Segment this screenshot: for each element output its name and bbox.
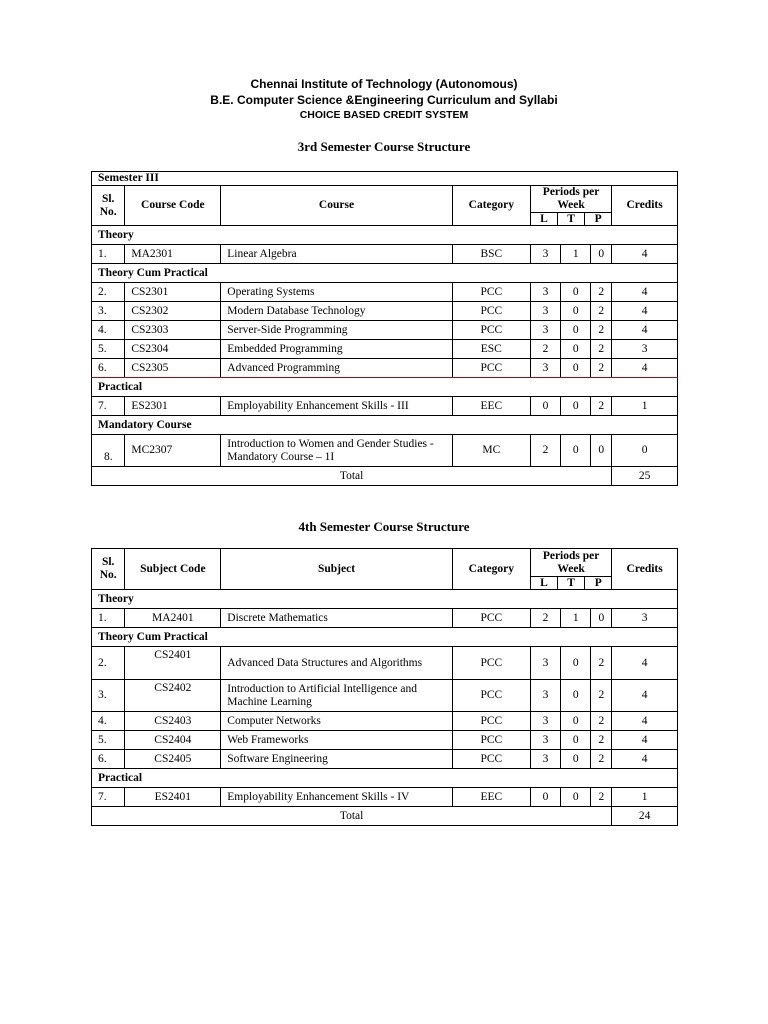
table-row xyxy=(92,609,678,628)
cell-p: 2 xyxy=(591,680,612,712)
col-t: T xyxy=(557,213,584,225)
cell-t: 0 xyxy=(561,321,591,340)
table-row xyxy=(92,435,678,467)
cell-code: CS2404 xyxy=(125,731,221,750)
cell-l: 2 xyxy=(530,435,560,467)
section-practical: Practical xyxy=(92,378,678,397)
cell-category: PCC xyxy=(452,680,530,712)
table-row xyxy=(92,680,678,712)
cell-sl: 6. xyxy=(92,750,125,769)
cell-l: 3 xyxy=(530,245,560,264)
cell-category: PCC xyxy=(452,609,530,628)
col-l: L xyxy=(540,213,548,225)
section-theory: Theory xyxy=(92,590,678,609)
cell-t: 1 xyxy=(561,609,591,628)
cell-code: MC2307 xyxy=(125,435,221,467)
cell-t: 0 xyxy=(561,302,591,321)
cell-category: ESC xyxy=(452,340,530,359)
cell-t: 0 xyxy=(561,340,591,359)
cell-name: Linear Algebra xyxy=(221,245,452,264)
cell-credits: 4 xyxy=(612,731,678,750)
total-credits: 25 xyxy=(612,467,678,486)
cell-p: 2 xyxy=(591,647,612,680)
col-name: Course xyxy=(221,186,452,226)
col-code: Course Code xyxy=(125,186,221,226)
cell-credits: 4 xyxy=(612,321,678,340)
cell-p: 2 xyxy=(591,731,612,750)
cell-code: CS2401 xyxy=(125,647,221,680)
total-row xyxy=(92,807,678,826)
sem3-table xyxy=(91,171,678,486)
cell-p: 2 xyxy=(591,359,612,378)
table-header xyxy=(92,549,678,590)
total-credits: 24 xyxy=(612,807,678,826)
cell-code: CS2402 xyxy=(125,680,221,712)
cell-p: 2 xyxy=(591,340,612,359)
cell-sl: 1. xyxy=(92,609,125,628)
periods-label: Periods per Week xyxy=(542,550,600,575)
cell-code: CS2305 xyxy=(125,359,221,378)
cell-l: 3 xyxy=(530,647,560,680)
cell-p: 2 xyxy=(591,397,612,416)
cell-code: MA2401 xyxy=(125,609,221,628)
cell-name: Modern Database Technology xyxy=(221,302,452,321)
credit-system: CHOICE BASED CREDIT SYSTEM xyxy=(299,109,469,121)
cell-code: CS2303 xyxy=(125,321,221,340)
cell-p: 2 xyxy=(591,302,612,321)
cell-l: 0 xyxy=(530,397,560,416)
cell-t: 0 xyxy=(561,397,591,416)
cell-name: Advanced Data Structures and Algorithms xyxy=(221,647,452,680)
cell-credits: 4 xyxy=(612,680,678,712)
cell-sl: 3. xyxy=(92,302,125,321)
cell-category: PCC xyxy=(452,359,530,378)
cell-name: Introduction to Women and Gender Studies - Mandatory Course – 1I xyxy=(221,435,452,467)
cell-category: PCC xyxy=(452,302,530,321)
cell-sl: 2. xyxy=(92,283,125,302)
cell-sl: 5. xyxy=(92,731,125,750)
cell-l: 3 xyxy=(530,321,560,340)
table-header xyxy=(92,186,678,226)
col-p: P xyxy=(584,213,611,225)
cell-category: PCC xyxy=(452,321,530,340)
section-practical: Practical xyxy=(92,769,678,788)
cell-l: 3 xyxy=(530,750,560,769)
cell-category: PCC xyxy=(452,731,530,750)
cell-l: 0 xyxy=(530,788,560,807)
cell-category: BSC xyxy=(452,245,530,264)
cell-credits: 4 xyxy=(612,647,678,680)
cell-name: Advanced Programming xyxy=(221,359,452,378)
cell-t: 0 xyxy=(561,788,591,807)
cell-l: 2 xyxy=(530,609,560,628)
section-theory-cum-practical: Theory Cum Practical xyxy=(92,628,678,647)
cell-sl: 7. xyxy=(92,788,125,807)
cell-sl: 3. xyxy=(92,680,125,712)
cell-sl: 4. xyxy=(92,712,125,731)
cell-category: EEC xyxy=(452,397,530,416)
sem4-table xyxy=(91,548,678,826)
cell-l: 3 xyxy=(530,283,560,302)
periods-label: Periods per Week xyxy=(542,186,600,211)
cell-sl: 1. xyxy=(92,245,125,264)
table-row xyxy=(92,750,678,769)
cell-t: 0 xyxy=(561,647,591,680)
col-periods xyxy=(530,549,611,590)
table-row xyxy=(92,647,678,680)
cell-t: 0 xyxy=(561,359,591,378)
cell-t: 0 xyxy=(561,283,591,302)
cell-category: PCC xyxy=(452,283,530,302)
cell-credits: 3 xyxy=(612,609,678,628)
table-row xyxy=(92,321,678,340)
cell-l: 3 xyxy=(530,359,560,378)
institute-name: Chennai Institute of Technology (Autonomous) xyxy=(250,77,518,91)
cell-l: 2 xyxy=(530,340,560,359)
cell-code: CS2403 xyxy=(125,712,221,731)
cell-category: PCC xyxy=(452,712,530,731)
table-row xyxy=(92,359,678,378)
col-t: T xyxy=(557,577,584,589)
cell-category: PCC xyxy=(452,750,530,769)
cell-p: 2 xyxy=(591,283,612,302)
col-category: Category xyxy=(452,186,530,226)
cell-name: Employability Enhancement Skills - IV xyxy=(221,788,452,807)
cell-t: 0 xyxy=(561,731,591,750)
col-credits: Credits xyxy=(612,186,678,226)
cell-t: 0 xyxy=(561,435,591,467)
cell-t: 1 xyxy=(561,245,591,264)
cell-credits: 4 xyxy=(612,359,678,378)
cell-p: 0 xyxy=(591,245,612,264)
section-theory-cum-practical: Theory Cum Practical xyxy=(92,264,678,283)
cell-code: CS2301 xyxy=(125,283,221,302)
sem3-title: 3rd Semester Course Structure xyxy=(297,139,471,154)
cell-name: Computer Networks xyxy=(221,712,452,731)
cell-sl: 7. xyxy=(92,397,125,416)
table-row xyxy=(92,731,678,750)
table-row xyxy=(92,712,678,731)
semester-banner: Semester III xyxy=(92,172,678,186)
cell-name: Server-Side Programming xyxy=(221,321,452,340)
col-code: Subject Code xyxy=(125,549,221,590)
cell-sl: 2. xyxy=(92,647,125,680)
total-label: Total xyxy=(92,467,612,486)
cell-name: Introduction to Artificial Intelligence and Machine Learning xyxy=(221,680,452,712)
cell-t: 0 xyxy=(561,750,591,769)
section-mandatory-course: Mandatory Course xyxy=(92,416,678,435)
table-row xyxy=(92,340,678,359)
cell-credits: 4 xyxy=(612,283,678,302)
cell-credits: 1 xyxy=(612,397,678,416)
table-row xyxy=(92,302,678,321)
col-name: Subject xyxy=(221,549,452,590)
col-periods xyxy=(530,186,611,226)
cell-code: ES2301 xyxy=(125,397,221,416)
col-credits: Credits xyxy=(612,549,678,590)
table-row xyxy=(92,283,678,302)
col-l: L xyxy=(540,577,548,589)
total-row xyxy=(92,467,678,486)
cell-sl: 6. xyxy=(92,359,125,378)
cell-name: Operating Systems xyxy=(221,283,452,302)
cell-p: 2 xyxy=(591,750,612,769)
cell-l: 3 xyxy=(530,712,560,731)
cell-name: Discrete Mathematics xyxy=(221,609,452,628)
cell-credits: 4 xyxy=(612,245,678,264)
table-row xyxy=(92,397,678,416)
cell-sl: 4. xyxy=(92,321,125,340)
cell-category: MC xyxy=(452,435,530,467)
col-p: P xyxy=(584,577,611,589)
program-name: B.E. Computer Science &Engineering Curriculum and Syllabi xyxy=(210,93,558,107)
cell-credits: 0 xyxy=(612,435,678,467)
cell-credits: 4 xyxy=(612,750,678,769)
cell-p: 0 xyxy=(591,435,612,467)
col-sl: Sl. No. xyxy=(92,549,125,590)
cell-code: CS2302 xyxy=(125,302,221,321)
cell-credits: 4 xyxy=(612,302,678,321)
cell-sl: 8. xyxy=(92,435,125,467)
cell-credits: 1 xyxy=(612,788,678,807)
cell-credits: 3 xyxy=(612,340,678,359)
cell-t: 0 xyxy=(561,680,591,712)
cell-category: PCC xyxy=(452,647,530,680)
cell-name: Web Frameworks xyxy=(221,731,452,750)
cell-name: Employability Enhancement Skills - III xyxy=(221,397,452,416)
col-category: Category xyxy=(452,549,530,590)
cell-l: 3 xyxy=(530,302,560,321)
cell-code: MA2301 xyxy=(125,245,221,264)
cell-p: 0 xyxy=(591,609,612,628)
cell-code: ES2401 xyxy=(125,788,221,807)
cell-name: Embedded Programming xyxy=(221,340,452,359)
table-row xyxy=(92,245,678,264)
cell-credits: 4 xyxy=(612,712,678,731)
cell-t: 0 xyxy=(561,712,591,731)
cell-l: 3 xyxy=(530,731,560,750)
cell-code: CS2405 xyxy=(125,750,221,769)
cell-p: 2 xyxy=(591,712,612,731)
cell-l: 3 xyxy=(530,680,560,712)
table-row xyxy=(92,788,678,807)
section-theory: Theory xyxy=(92,226,678,245)
cell-sl: 5. xyxy=(92,340,125,359)
col-sl: Sl. No. xyxy=(92,186,125,226)
cell-p: 2 xyxy=(591,321,612,340)
cell-p: 2 xyxy=(591,788,612,807)
cell-code: CS2304 xyxy=(125,340,221,359)
total-label: Total xyxy=(92,807,612,826)
sem4-title: 4th Semester Course Structure xyxy=(298,519,470,534)
cell-category: EEC xyxy=(452,788,530,807)
cell-name: Software Engineering xyxy=(221,750,452,769)
